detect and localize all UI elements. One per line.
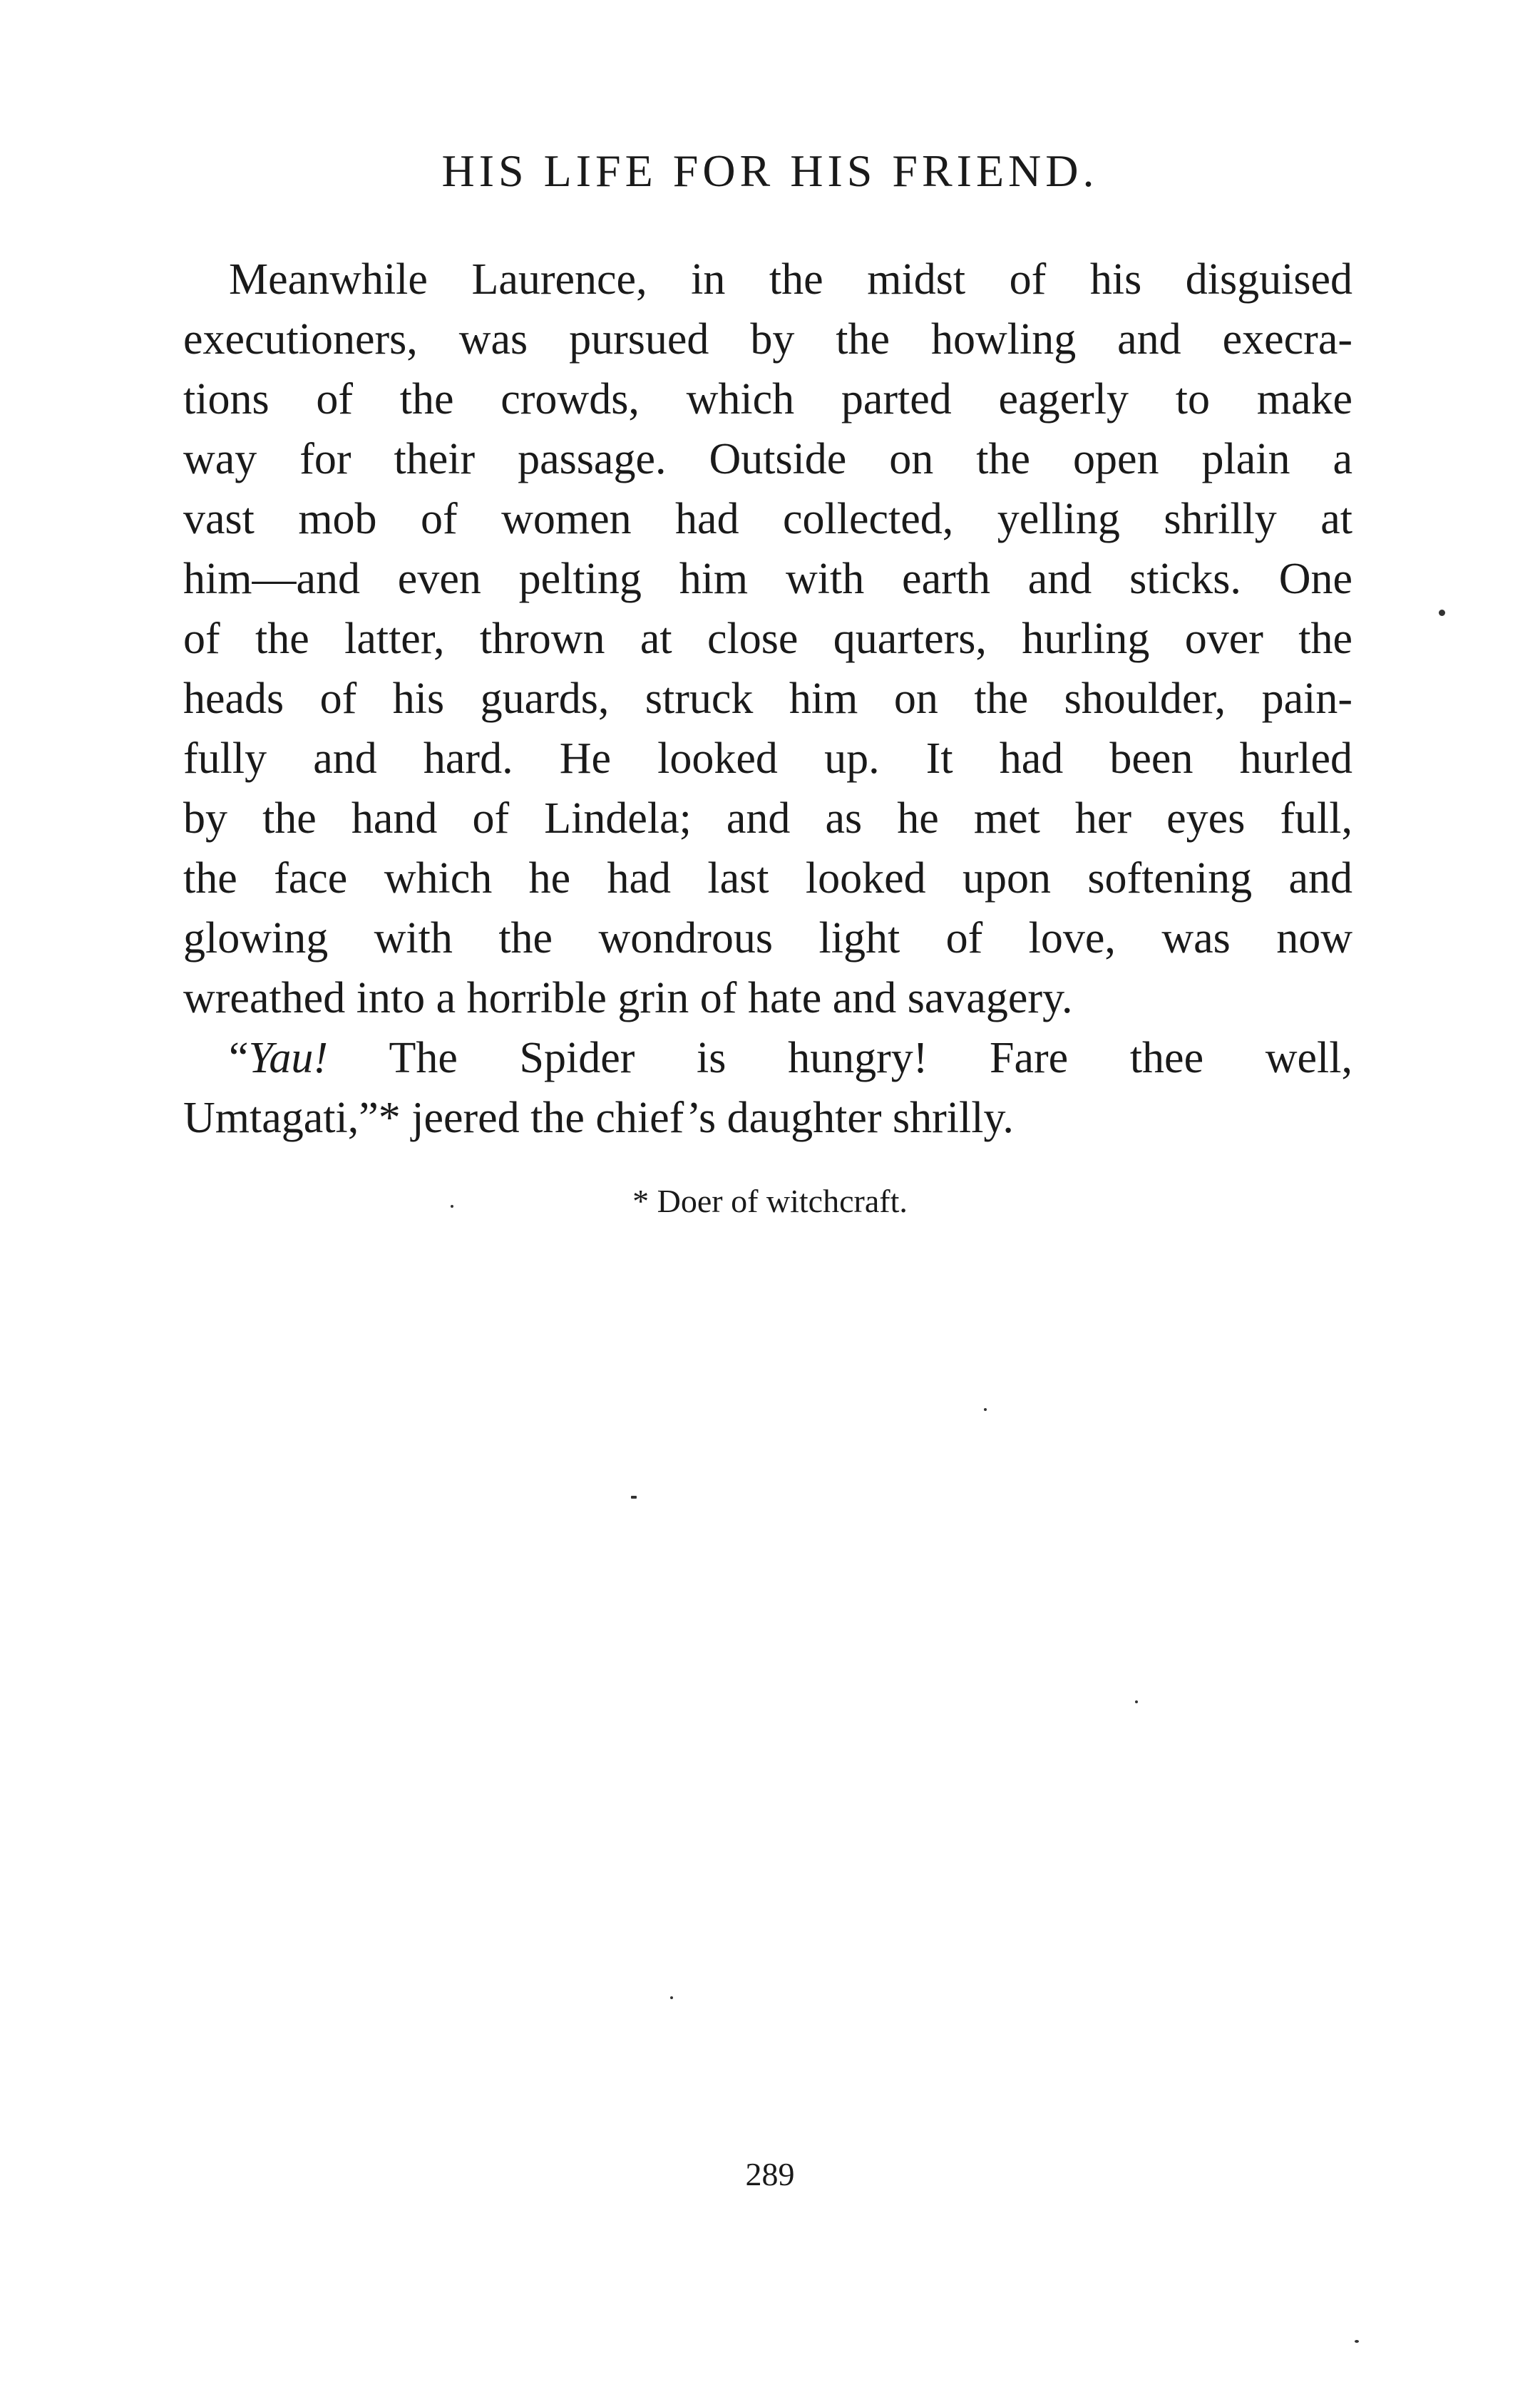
body-line: heads of his guards, struck him on the shoulder, pain-: [183, 674, 1352, 723]
dialogue-line: [183, 1028, 1352, 1088]
scan-speck: [670, 1996, 673, 1999]
footnote: * Doer of witchcraft.: [632, 1183, 908, 1219]
page-number: 289: [745, 2156, 795, 2192]
scan-speck: [451, 1205, 453, 1208]
body-line: the face which he had last looked upon softening and: [183, 854, 1352, 903]
scan-speck: [984, 1408, 987, 1411]
body-line: executioners, was pursued by the howling and execra-: [183, 315, 1352, 364]
body-line: wreathed into a horrible grin of hate and savagery.: [183, 974, 1073, 1022]
body-line: by the hand of Lindela; and as he met her eyes full,: [183, 794, 1352, 843]
body-line: Meanwhile Laurence, in the midst of his disguised: [229, 255, 1352, 304]
body-line: fully and hard. He looked up. It had been hurled: [183, 734, 1352, 783]
open-quote: “: [229, 1034, 249, 1082]
dialogue-line-rest: The Spider is hungry! Fare thee well,: [389, 1034, 1352, 1082]
body-line: glowing with the wondrous light of love, was now: [183, 914, 1352, 963]
body-line: him—and even pelting him with earth and sticks. One: [183, 555, 1352, 603]
exclamation-yau: Yau!: [248, 1034, 328, 1082]
body-line: vast mob of women had collected, yelling shrilly at: [183, 495, 1352, 543]
running-head: HIS LIFE FOR HIS FRIEND.: [441, 145, 1099, 196]
body-line: of the latter, thrown at close quarters, hurling over the: [183, 615, 1352, 663]
scan-speck: [1135, 1700, 1138, 1703]
dialogue-line: Umtagati,”* jeered the chief’s daughter shrilly.: [183, 1094, 1014, 1142]
scan-speck: [1355, 2340, 1359, 2343]
body-line: tions of the crowds, which parted eagerly to make: [183, 375, 1352, 424]
body-line: way for their passage. Outside on the open plain a: [183, 435, 1352, 483]
scan-speck: [631, 1496, 637, 1499]
scan-speck: [1439, 610, 1445, 616]
body-text: [183, 250, 1352, 1148]
